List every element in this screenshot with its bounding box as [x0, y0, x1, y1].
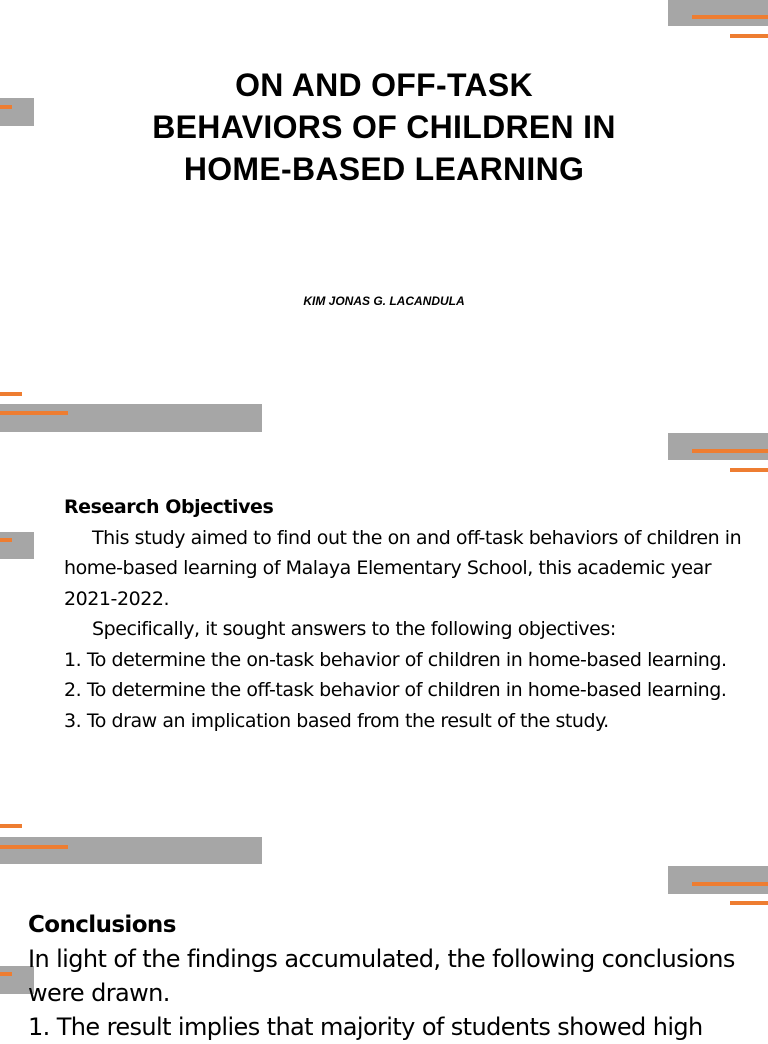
decor-line-bottom-left-1 [0, 392, 22, 396]
conclusion-item-1: 1. The result implies that majority of students showed high [28, 1013, 703, 1041]
objective-item-3: 3. To draw an implication based from the result of the study. [64, 709, 609, 732]
title-line-1: ON AND OFF-TASK [235, 67, 533, 103]
decor-line-bottom-left-2 [0, 411, 68, 415]
objectives-lead: Specifically, it sought answers to the following objectives: [92, 618, 616, 640]
objectives-heading: Research Objectives [64, 496, 274, 518]
objectives-slide [0, 432, 768, 864]
decor-bar-top-right [668, 433, 768, 460]
decor-line-top-right-2 [730, 901, 768, 905]
decor-line-left-upper [0, 972, 12, 976]
decor-line-top-right-2 [730, 34, 768, 38]
decor-line-top-right-1 [692, 882, 768, 886]
decor-bar-top-right [668, 866, 768, 894]
decor-bar-bottom-left [0, 837, 262, 864]
conclusions-content [28, 908, 758, 1044]
conclusions-heading: Conclusions [28, 912, 176, 938]
title-slide [0, 0, 768, 432]
objective-item-1: 1. To determine the on-task behavior of children in home-based learning. [64, 648, 727, 671]
decor-line-top-right-1 [692, 449, 768, 453]
decor-line-left-upper [0, 538, 12, 542]
conclusions-intro: In light of the findings accumulated, the following conclusions were drawn. [28, 945, 735, 1007]
title-line-3: HOME-BASED LEARNING [183, 151, 585, 187]
objective-item-2: 2. To determine the off-task behavior of children in home-based learning. [64, 679, 727, 701]
decor-line-bottom-left-2 [0, 845, 68, 849]
decor-line-left-upper [0, 105, 12, 109]
title-line-2: BEHAVIORS OF CHILDREN IN [152, 109, 616, 145]
decor-bar-left-upper [0, 532, 34, 559]
objectives-content [64, 492, 744, 736]
decor-line-bottom-left-1 [0, 824, 22, 828]
decor-bar-top-right [668, 0, 768, 26]
decor-bar-left-upper [0, 98, 34, 126]
objectives-intro: This study aimed to find out the on and off-task behaviors of children in home-based learning of Malaya Elementary School, this academic year 2021-2022. [64, 526, 742, 610]
decor-bar-bottom-left [0, 404, 262, 432]
conclusions-slide [0, 864, 768, 1041]
presentation-title [84, 64, 684, 190]
author-name: KIM JONAS G. LACANDULA [303, 294, 465, 308]
decor-line-top-right-2 [730, 468, 768, 472]
decor-line-top-right-1 [692, 15, 768, 19]
